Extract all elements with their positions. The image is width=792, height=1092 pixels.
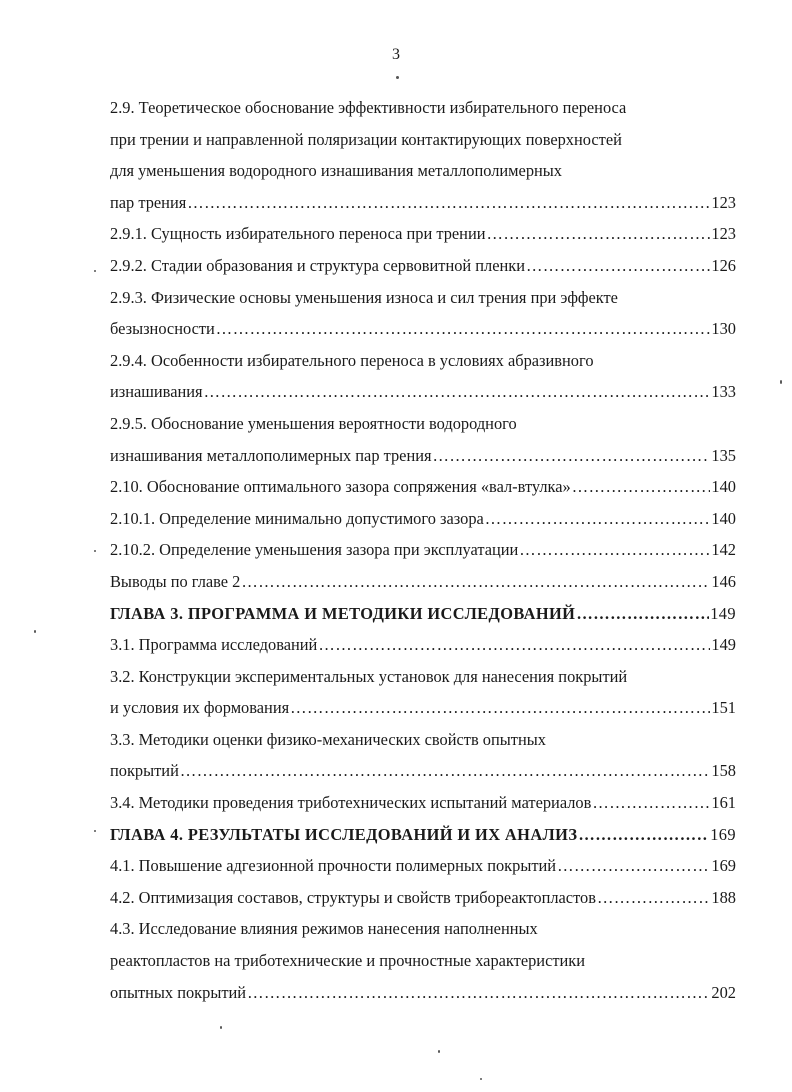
toc-entry (110, 755, 736, 787)
toc-entry (110, 376, 736, 408)
dot-leader (572, 471, 711, 503)
toc-entry-title: 2.9.1. Сущность избирательного переноса при трении (110, 224, 486, 244)
dot-leader (557, 850, 710, 882)
toc-entry-title: изнашивания металлополимерных пар трения (110, 445, 432, 465)
toc-entry (110, 187, 736, 219)
toc-entry-page: 123 (711, 192, 736, 212)
toc-entry (110, 566, 736, 598)
toc-entry-title: ГЛАВА 4. РЕЗУЛЬТАТЫ ИССЛЕДОВАНИЙ И ИХ АНАЛИЗ (110, 824, 578, 844)
toc-entry (110, 503, 736, 535)
toc-entry-page: 169 (711, 856, 736, 876)
toc-entry-title: 2.9.2. Стадии образования и структура сервовитной пленки (110, 255, 526, 275)
toc-entry (110, 850, 736, 882)
scan-speck (780, 380, 782, 384)
dot-leader (597, 882, 710, 914)
toc-entry-line: 2.9. Теоретическое обоснование эффективности избирательного переноса (110, 98, 627, 117)
toc-entry (110, 692, 736, 724)
toc-entry-title: 3.1. Программа исследований (110, 635, 318, 655)
scan-speck (34, 630, 36, 633)
dot-leader (519, 534, 710, 566)
dot-leader (576, 598, 709, 630)
toc-entry (110, 313, 736, 345)
scan-speck (94, 550, 96, 552)
dot-leader (318, 629, 710, 661)
dot-leader (485, 503, 711, 535)
dot-leader (247, 977, 710, 1009)
toc-entry-title: 2.10. Обоснование оптимального зазора сопряжения «вал-втулка» (110, 477, 571, 497)
toc-entry-page: 126 (711, 255, 736, 275)
toc-entry-page: 151 (711, 698, 736, 718)
toc-entry (110, 977, 736, 1009)
dot-leader (241, 566, 710, 598)
dot-leader (578, 819, 709, 851)
toc-entry-title: изнашивания (110, 382, 203, 402)
toc-entry (110, 882, 736, 914)
toc-entry-page: 161 (711, 793, 736, 813)
scan-speck (220, 1026, 222, 1029)
toc-entry-title: и условия их формования (110, 698, 290, 718)
toc-chapter-entry (110, 819, 736, 851)
toc-entry-title: опытных покрытий (110, 982, 247, 1002)
dot-leader (592, 787, 710, 819)
dot-leader (204, 376, 711, 408)
toc-chapter-entry (110, 598, 736, 630)
toc-entry (110, 440, 736, 472)
table-of-contents (110, 92, 736, 1008)
toc-entry (110, 787, 736, 819)
scan-speck (94, 270, 96, 272)
toc-entry-page: 140 (711, 508, 736, 528)
toc-entry-page: 149 (711, 635, 736, 655)
scan-speck (438, 1050, 440, 1053)
dot-leader (180, 755, 711, 787)
toc-entry-line: для уменьшения водородного изнашивания металлополимерных (110, 161, 562, 181)
toc-entry-line: при трении и направленной поляризации контактирующих поверхностей (110, 129, 622, 149)
toc-entry-title: 3.4. Методики проведения триботехнических испытаний материалов (110, 793, 592, 813)
toc-entry (110, 629, 736, 661)
dot-leader (526, 250, 710, 282)
toc-entry-page: 140 (711, 477, 736, 497)
toc-entry-title: безызносности (110, 319, 215, 339)
toc-entry-line: 4.3. Исследование влияния режимов нанесения наполненных (110, 919, 538, 939)
toc-entry-line: реактопластов на триботехнические и прочностные характеристики (110, 951, 586, 971)
toc-entry-page: 146 (711, 571, 736, 591)
toc-entry-page: 135 (711, 445, 736, 465)
toc-entry (110, 471, 736, 503)
toc-entry-page: 123 (711, 224, 736, 244)
dot-leader (216, 313, 711, 345)
toc-entry-page: 142 (711, 540, 736, 560)
toc-entry-title: 4.2. Оптимизация составов, структуры и свойств трибореактопластов (110, 887, 596, 907)
toc-entry-page: 133 (711, 382, 736, 402)
toc-entry-title: 2.10.2. Определение уменьшения зазора при эксплуатации (110, 540, 519, 560)
toc-entry-page: 202 (711, 982, 736, 1002)
toc-entry-title: 2.10.1. Определение минимально допустимого зазора (110, 508, 484, 528)
toc-entry-page: 130 (711, 319, 736, 339)
toc-entry-line: 2.9.3. Физические основы уменьшения износа и сил трения при эффекте (110, 287, 618, 307)
toc-entry (110, 218, 736, 250)
toc-entry-page: 188 (711, 887, 736, 907)
toc-entry-title: пар трения (110, 192, 187, 212)
toc-entry-page: 169 (710, 824, 736, 844)
toc-entry-line: 2.9.4. Особенности избирательного переноса в условиях абразивного (110, 350, 594, 370)
scan-speck (480, 1078, 482, 1080)
scan-speck (396, 76, 399, 79)
toc-entry-page: 158 (711, 761, 736, 781)
toc-entry (110, 250, 736, 282)
toc-entry-title: 4.1. Повышение адгезионной прочности полимерных покрытий (110, 856, 557, 876)
toc-entry-title: ГЛАВА 3. ПРОГРАММА И МЕТОДИКИ ИССЛЕДОВАНИЙ (110, 603, 576, 623)
dot-leader (290, 692, 710, 724)
dot-leader (433, 440, 711, 472)
dot-leader (187, 187, 710, 219)
toc-entry-title: покрытий (110, 761, 179, 781)
dot-leader (487, 218, 711, 250)
toc-entry-page: 149 (710, 603, 736, 623)
toc-entry-title: Выводы по главе 2 (110, 571, 241, 591)
toc-entry-line: 3.3. Методики оценки физико-механических свойств опытных (110, 729, 546, 749)
toc-entry (110, 534, 736, 566)
page-number: 3 (392, 46, 400, 63)
toc-entry-line: 2.9.5. Обоснование уменьшения вероятности водородного (110, 413, 517, 433)
scan-speck (94, 830, 96, 832)
toc-entry-line: 3.2. Конструкции экспериментальных установок для нанесения покрытий (110, 666, 628, 686)
